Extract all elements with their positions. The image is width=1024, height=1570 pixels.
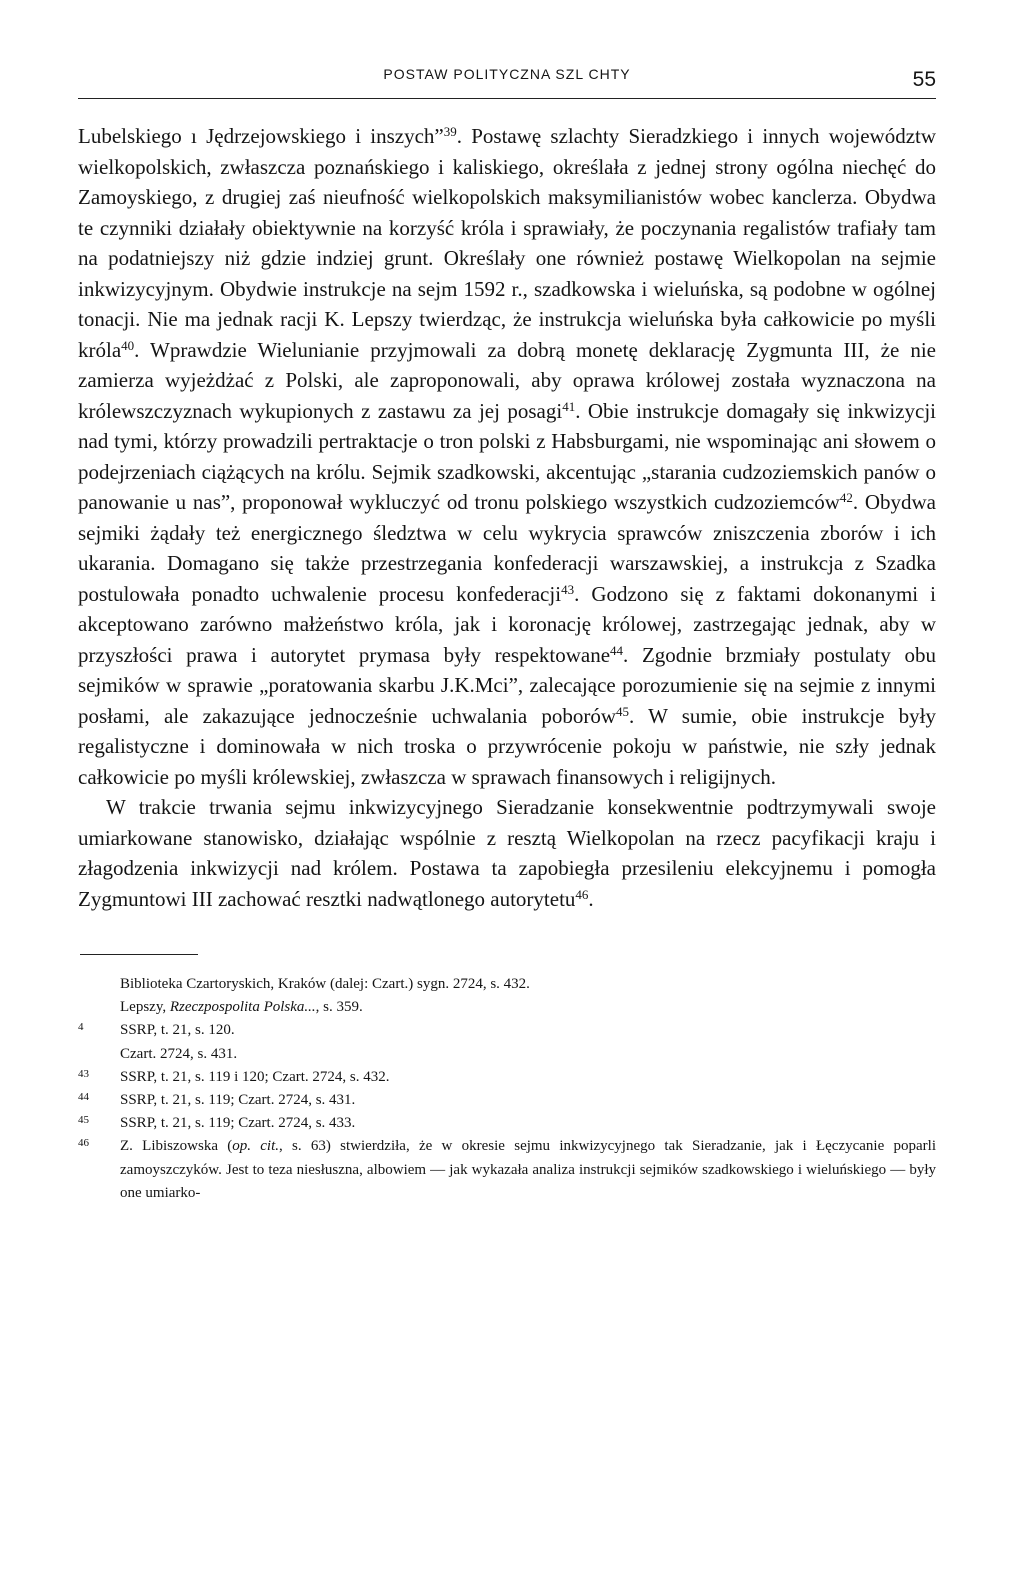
footnote-6: 44 SSRP, t. 21, s. 119; Czart. 2724, s. 431. xyxy=(78,1091,356,1109)
footnote-text: SSRP, t. 21, s. 119 i 120; Czart. 2724, s. 432. xyxy=(120,1068,390,1085)
footnote-text: SSRP, t. 21, s. 119; Czart. 2724, s. 431. xyxy=(120,1092,356,1109)
footnote-separator xyxy=(80,954,198,955)
footnote-text: Biblioteka Czartoryskich, Kraków (dalej: Czart.) sygn. 2724, s. 432. xyxy=(120,976,530,992)
footnote-1 xyxy=(78,973,936,996)
footnote-text: SSRP, t. 21, s. 120. xyxy=(120,1022,235,1039)
body-text xyxy=(78,121,936,914)
footnote-text: Z. Libiszowska (op. cit., s. 63) stwierdziła, że w okresie sejmu inkwizycyjnego tak Sieradzanie, jak i Łęczycanie poparli zamoyszczyków. Jest to teza niesłuszna, albowiem — jak wykazała analiza instrukcji sejmików szadkowskiego i wieluńskiego — były one umiarko- xyxy=(120,1138,936,1201)
cited-title: Rzeczpospolita Polska... xyxy=(169,999,316,1016)
footnote-2 xyxy=(78,996,936,1019)
footnote-4 xyxy=(78,1043,936,1066)
footnote-7: 45 SSRP, t. 21, s. 119; Czart. 2724, s. 433. xyxy=(78,1114,356,1132)
footnote-ref: 42 xyxy=(839,490,853,505)
paragraph-2: W trakcie trwania sejmu inkwizycyjnego Sieradzanie konsekwentnie podtrzymywali swoje umiarkowane stanowisko, działając wspólnie z resztą Wielkopolan na rzecz pacyfikacji kraju i złagodzenia inkwizycji nad królem. Postawa ta zapobiegła przesileniu elekcyjnemu i pomogła Zygmuntowi III zachować resztki nadwątlonego autorytetu$^{46}$. xyxy=(78,795,936,911)
footnote-ref: 46 xyxy=(575,886,589,902)
running-head xyxy=(78,60,936,99)
book-page xyxy=(78,60,936,1205)
footnote-ref: 44 xyxy=(610,642,624,658)
footnote-ref: 45 xyxy=(616,703,629,719)
running-title: POSTAW POLITYCZNA SZL CHTY xyxy=(383,66,631,82)
footnote-3: 4 SSRP, t. 21, s. 120. xyxy=(78,1021,235,1039)
footnotes xyxy=(78,973,936,1205)
footnote-ref: 43 xyxy=(561,581,575,597)
footnote-text: Lepszy, Rzeczpospolita Polska..., s. 359. xyxy=(120,999,363,1016)
footnote-ref: 41 xyxy=(562,398,576,414)
cited-title: op. cit. xyxy=(232,1138,280,1155)
footnote-ref: 40 xyxy=(121,337,135,353)
footnote-ref: 39 xyxy=(443,124,457,139)
footnote-text: SSRP, t. 21, s. 119; Czart. 2724, s. 433. xyxy=(120,1115,356,1132)
footnote-text: Czart. 2724, s. 431. xyxy=(120,1045,238,1062)
paragraph-1: Lubelskiego ı Jędrzejowskiego i inszych”$^{39}$. Postawę szlachty Sieradzkiego i innych województw wielkopolskich, zwłaszcza poznańskiego i kaliskiego, określała z jednej strony ogólna niechęć do Zamoyskiego, z drugiej zaś nieufność wielkopolskich maksymilianistów wobec kanclerza. Obydwa te czynniki działały obiektywnie na korzyść króla i sprawiały, że poczynania regalistów trafiały tam na podatniejszy niż gdzie indziej grunt. Określały one również postawę Wielkopolan na sejmie inkwizycyjnym. Obydwie instrukcje na sejm 1592 r., szadkowska i wieluńska, są podobne w ogólnej tonacji. Nie ma jednak racji K. Lepszy twierdząc, że instrukcja wieluńska była całkowicie po myśli króla$^{40}$. Wprawdzie Wielunianie przyjmowali za dobrą monetę deklarację Zygmunta III, że nie zamierza wyjeżdżać z Polski, ale zaproponowali, aby oprawa królowej została wyznaczona na królewszczyznach wykupionych z zastawu za jej posagi$^{41}$. Obie instrukcje domagały się inkwizycji nad tymi, którzy prowadzili pertraktacje o tron polski z Habsburgami, nie wspominając ani słowem o podejrzeniach ciążących na królu. Sejmik szadkowski, akcentując „starania cudzoziemskich panów o panowanie u nas”, proponował wykluczyć od tronu polskiego wszystkich cudzoziemców$^{42}$. Obydwa sejmiki żądały też energicznego śledztwa w celu wykrycia sprawców zniszczenia zborów i ich ukarania. Domagano się także przestrzegania konfederacji warszawskiej, a instrukcja z Szadka postulowała ponadto uchwalenie procesu konfederacji$^{43}$. Godzono się z faktami dokonanymi i akceptowano zarówno małżeństwo króla, jak i koronację królowej, zastrzegając jednak, aby w przyszłości prawa i autorytet prymasa były respektowane$^{44}$. Zgodnie brzmiały postulaty obu sejmików w sprawie „poratowania skarbu J.K.Mci”, zalecające porozumienie się na sejmie z innymi posłami, ale zakazujące jednocześnie uchwalania poborów$^{45}$. W sumie, obie instrukcje były regalistyczne i dominowała w nich troska o przywrócenie pokoju w państwie, nie szły jednak całkowicie po myśli królewskiej, zwłaszcza w sprawach finansowych i religijnych. xyxy=(78,124,937,789)
footnote-5: 43 SSRP, t. 21, s. 119 i 120; Czart. 2724, s. 432. xyxy=(78,1067,390,1085)
footnote-8: 46 Z. Libiszowska (op. cit., s. 63) stwierdziła, że w okresie sejmu inkwizycyjnego tak Sieradzanie, jak i Łęczycanie poparli zamoyszczyków. Jest to teza niesłuszna, albowiem — jak wykazała analiza instrukcji sejmików szadkowskiego i wieluńskiego — były one umiarko- xyxy=(78,1137,936,1201)
page-number: 55 xyxy=(912,68,936,91)
